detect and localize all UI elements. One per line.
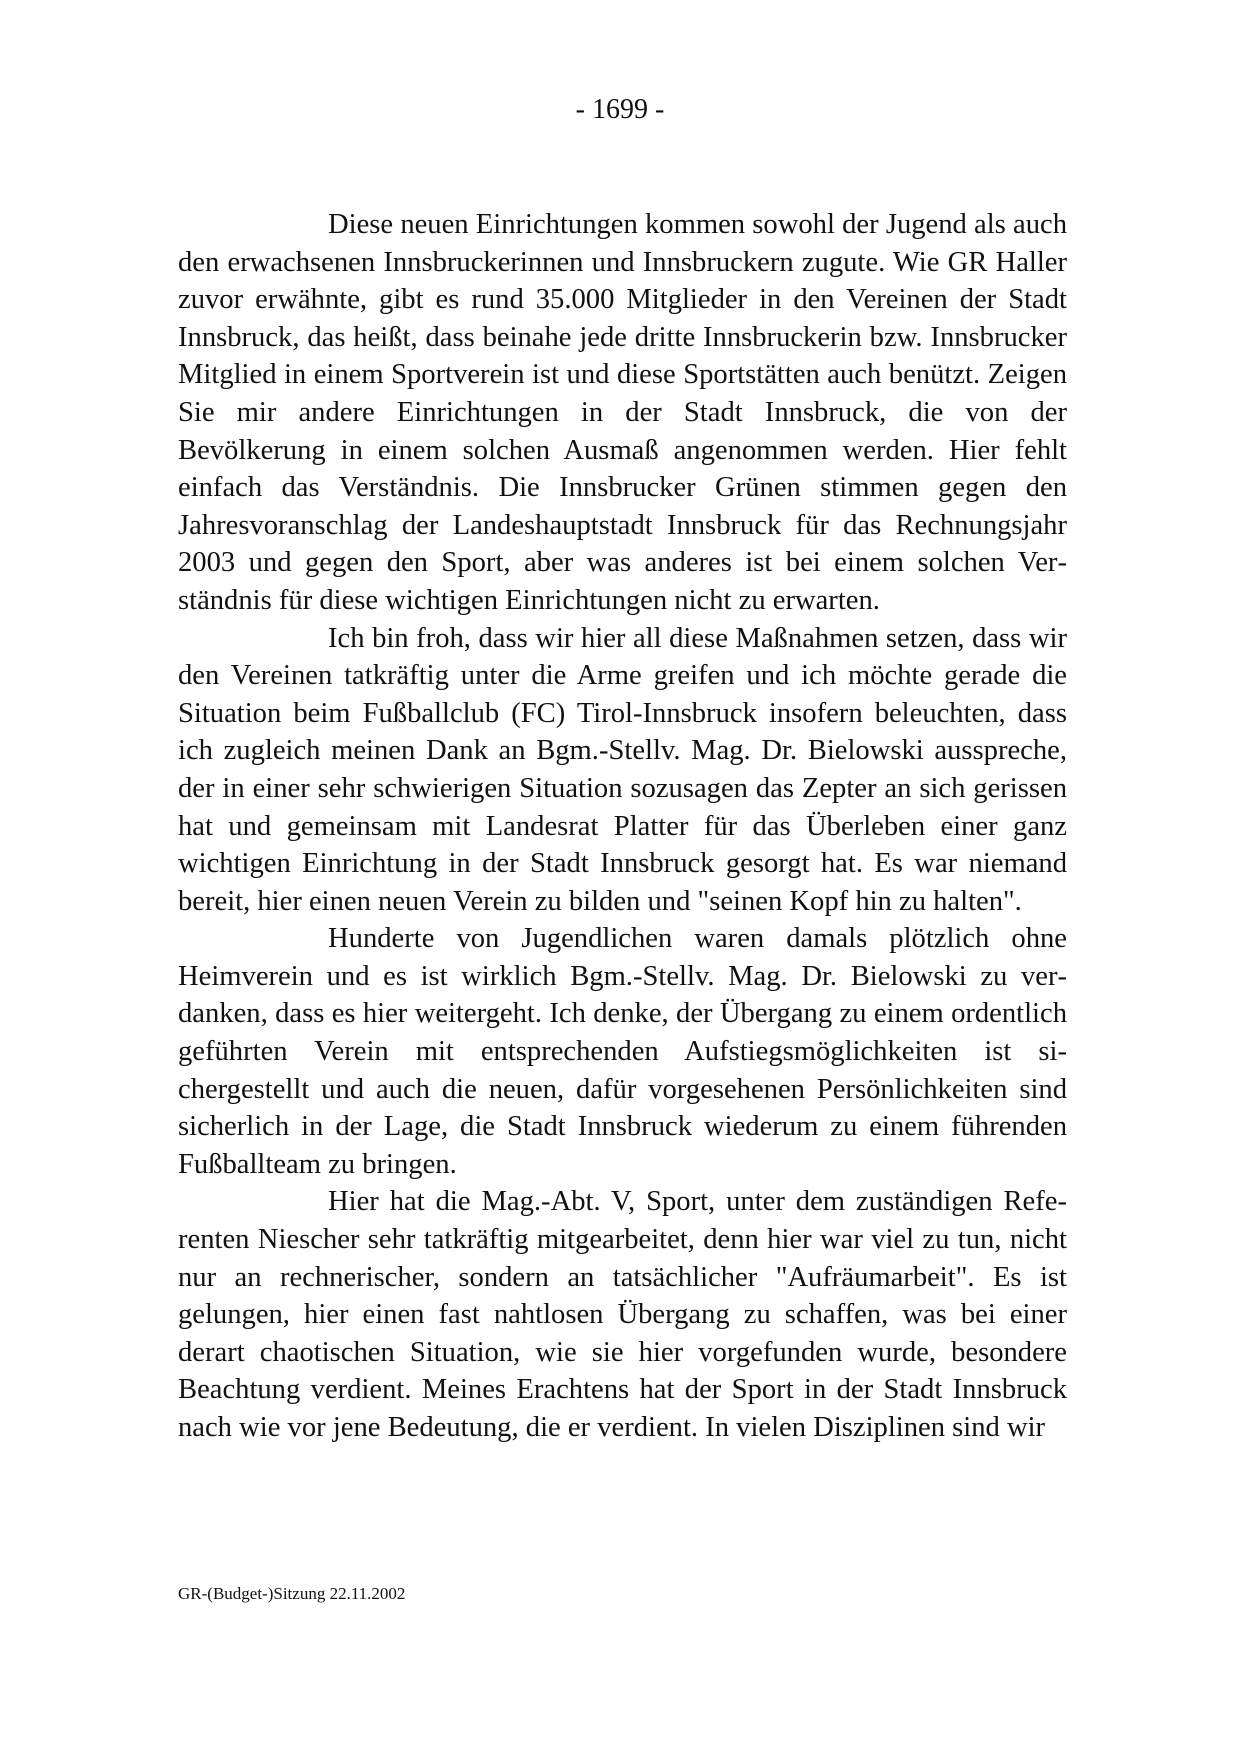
paragraph: Hier hat die Mag.-Abt. V, Sport, unter dem zuständigen Referenten Niescher sehr tatkräftig mitgearbeitet, denn hier war viel zu tun, nicht nur an rechnerischer, sondern an tatsächlicher "Aufräumarbeit". Es ist gelungen, hier einen fast nahtlosen Übergang zu schaffen, was bei einer derart chaotischen Situation, wie sie hier vorgefunden wurde, besondere Beachtung verdient. Meines Erachtens hat der Sport in der Stadt Innsbruck nach wie vor jene Bedeutung, die er verdient. In vielen Disziplinen sind wir [178, 1186, 1067, 1443]
body-text [178, 206, 1067, 1447]
page-number: - 1699 - [575, 94, 665, 125]
paragraph: Hunderte von Jugendlichen waren damals plötzlich ohne Heimverein und es ist wirklich Bgm.-Stellv. Mag. Dr. Bielowski zu verdanken, dass es hier weitergeht. Ich denke, der Übergang zu einem ordentlich geführten Verein mit entsprechenden Aufstiegsmöglichkeiten ist sichergestellt und auch die neuen, dafür vorgesehenen Persönlichkeiten sind sicherlich in der Lage, die Stadt Innsbruck wiederum zu einem führenden Fußballteam zu bringen. [178, 923, 1067, 1180]
footer-session-label: GR-(Budget-)Sitzung 22.11.2002 [178, 1584, 406, 1603]
paragraph: Ich bin froh, dass wir hier all diese Maßnahmen setzen, dass wir den Vereinen tatkräftig unter die Arme greifen und ich möchte gerade die Situation beim Fußballclub (FC) Tirol-Innsbruck insofern beleuchten, dass ich zugleich meinen Dank an Bgm.-Stellv. Mag. Dr. Bielowski ausspreche, der in einer sehr schwierigen Situation sozusagen das Zepter an sich gerissen hat und gemeinsam mit Landesrat Platter für das Überleben einer ganz wichtigen Einrichtung in der Stadt Innsbruck gesorgt hat. Es war niemand bereit, hier einen neuen Verein zu bilden und "seinen Kopf hin zu halten". [178, 622, 1067, 917]
paragraph: Diese neuen Einrichtungen kommen sowohl der Jugend als auch den erwachsenen Innsbruckerinnen und Innsbruckern zugute. Wie GR Haller zuvor erwähnte, gibt es rund 35.000 Mitglieder in den Vereinen der Stadt Innsbruck, das heißt, dass beinahe jede dritte Innsbruckerin bzw. Innsbrucker Mitglied in einem Sportverein ist und diese Sportstätten auch benützt. Zeigen Sie mir andere Einrichtungen in der Stadt Innsbruck, die von der Bevölkerung in einem solchen Ausmaß angenommen werden. Hier fehlt einfach das Verständnis. Die Innsbrucker Grünen stimmen gegen den Jahresvoranschlag der Landeshauptstadt Innsbruck für das Rechnungsjahr 2003 und gegen den Sport, aber was anderes ist bei einem solchen Verständnis für diese wichtigen Einrichtungen nicht zu erwarten. [178, 209, 1067, 616]
